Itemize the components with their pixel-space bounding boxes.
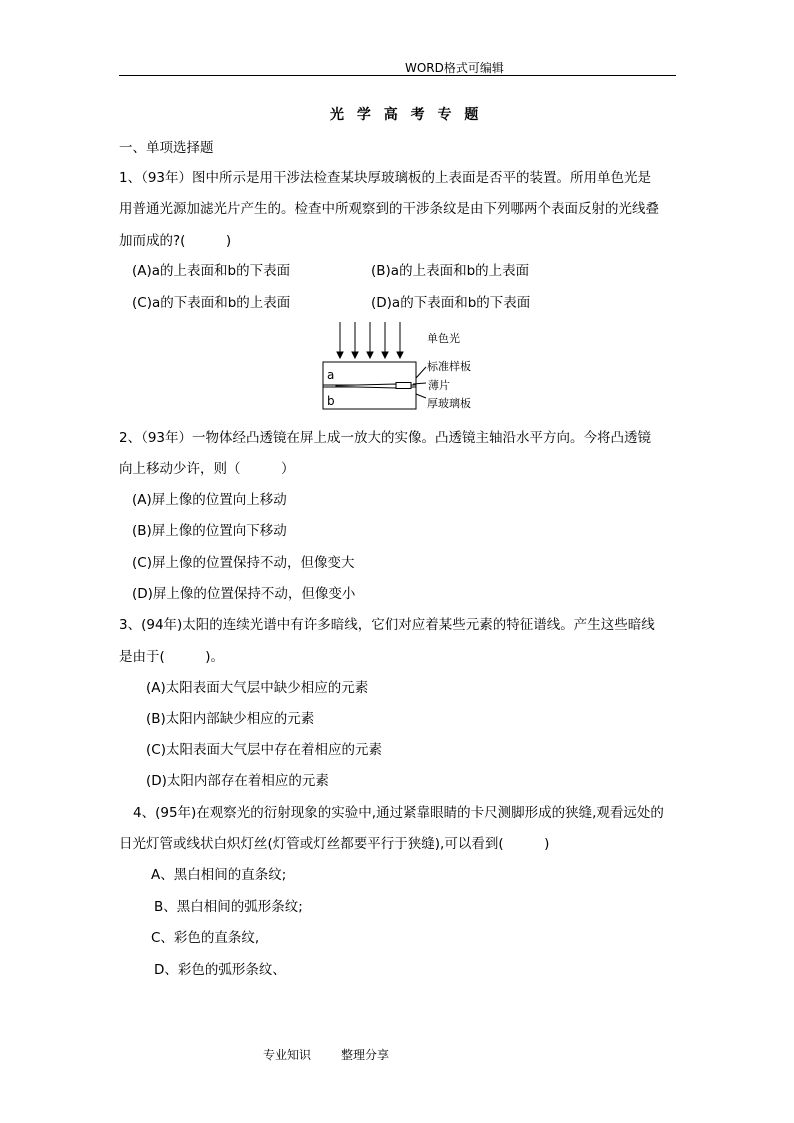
label-standard-plate: 标准样板 (427, 360, 471, 373)
section-heading: 一、单项选择题 (119, 140, 214, 156)
footer-left: 专业知识 (263, 1048, 312, 1062)
header-rule (119, 75, 676, 76)
q3-option-c: (C)太阳表面大气层中存在着相应的元素 (146, 742, 382, 758)
q1-option-a: (A)a的上表面和b的下表面 (132, 263, 291, 279)
q4-option-c: C、彩色的直条纹, (151, 930, 260, 946)
q4-line-2: 日光灯管或线状白炽灯丝(灯管或灯丝都要平行于狭缝),可以看到( ) (119, 836, 550, 852)
q2-line-2: 向上移动少许，则（ ） (119, 461, 295, 477)
interference-figure (318, 318, 488, 413)
q3-line-1: 3、(94年)太阳的连续光谱中有许多暗线，它们对应着某些元素的特征谱线。产生这些暗线 (119, 617, 655, 633)
q1-option-b: (B)a的上表面和b的上表面 (371, 263, 530, 279)
q2-option-d: (D)屏上像的位置保持不动，但像变小 (132, 586, 356, 602)
page-title: 光 学 高 考 专 题 (330, 107, 483, 123)
label-monochromatic-light: 单色光 (427, 332, 460, 345)
q1-line-1: 1、（93年）图中所示是用干涉法检查某块厚玻璃板的上表面是否平的装置。所用单色光是 (119, 170, 652, 186)
q3-option-a: (A)太阳表面大气层中缺少相应的元素 (146, 680, 369, 696)
q4-option-a: A、黑白相间的直条纹; (151, 867, 287, 883)
label-b: b (327, 394, 335, 408)
label-thick-glass: 厚玻璃板 (427, 397, 471, 410)
q3-line-2: 是由于( )。 (119, 649, 225, 665)
q3-option-b: (B)太阳内部缺少相应的元素 (146, 711, 315, 727)
q3-option-d: (D)太阳内部存在着相应的元素 (146, 773, 329, 789)
label-thin-sheet: 薄片 (428, 379, 450, 392)
q2-line-1: 2、（93年）一物体经凸透镜在屏上成一放大的实像。凸透镜主轴沿水平方向。今将凸透镜 (119, 430, 652, 446)
page-header: WORD格式可编辑 (405, 61, 504, 75)
q4-line-1: 4、(95年)在观察光的衍射现象的实验中,通过紧靠眼睛的卡尺测脚形成的狭缝,观看远处的 (133, 805, 664, 821)
q2-option-c: (C)屏上像的位置保持不动，但像变大 (132, 555, 355, 571)
q1-option-c: (C)a的下表面和b的上表面 (132, 295, 291, 311)
q4-option-d: D、彩色的弧形条纹、 (154, 962, 286, 978)
q1-line-3: 加而成的?( ) (119, 233, 232, 249)
q2-option-a: (A)屏上像的位置向上移动 (132, 492, 287, 508)
label-a: a (327, 368, 335, 382)
q2-option-b: (B)屏上像的位置向下移动 (132, 523, 287, 539)
footer-right: 整理分享 (341, 1048, 390, 1062)
q1-option-d: (D)a的下表面和b的下表面 (371, 295, 531, 311)
q4-option-b: B、黑白相间的弧形条纹; (154, 899, 303, 915)
q1-line-2: 用普通光源加滤光片产生的。检查中所观察到的干涉条纹是由下列哪两个表面反射的光线叠 (119, 201, 659, 217)
